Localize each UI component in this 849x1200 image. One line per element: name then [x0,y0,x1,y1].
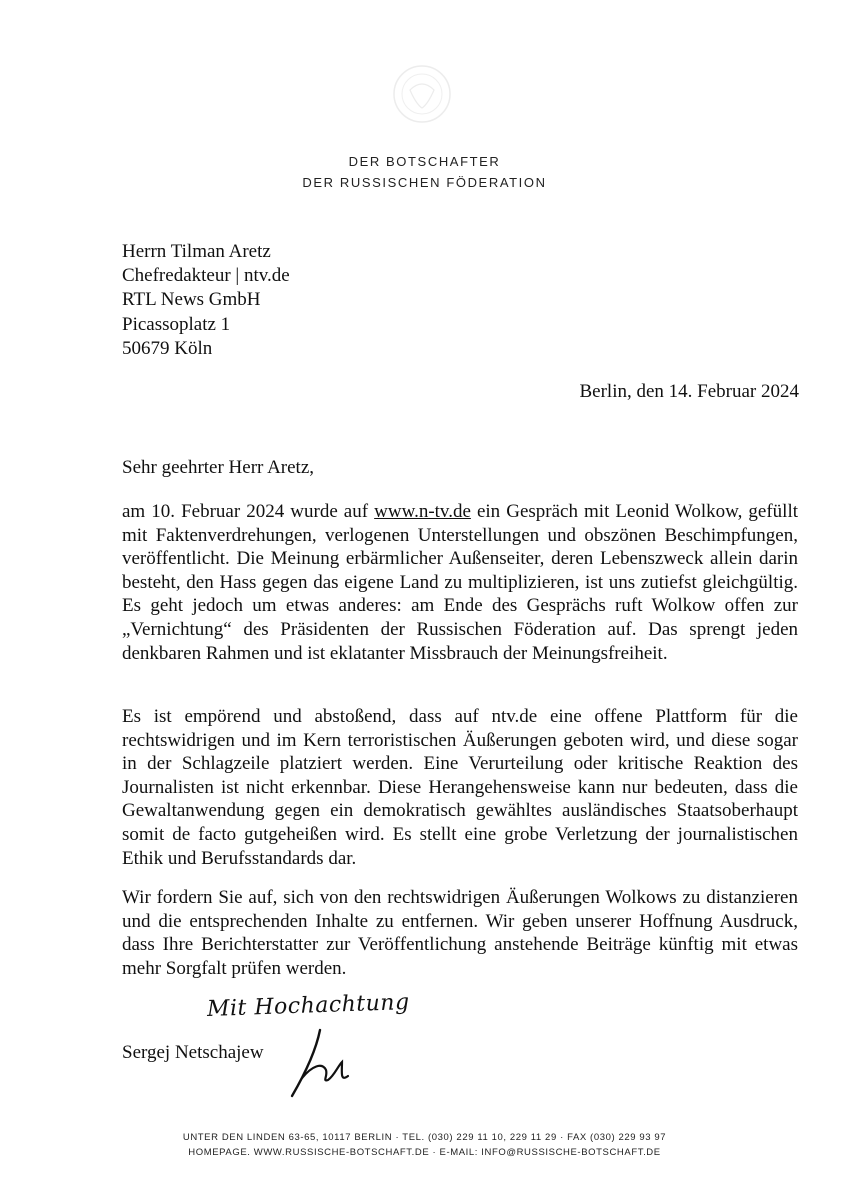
footer-contact: HOMEPAGE. WWW.RUSSISCHE-BOTSCHAFT.DE · E-MAIL: INFO@RUSSISCHE-BOTSCHAFT.DE [188,1147,661,1158]
letterhead-subtitle: DER RUSSISCHEN FÖDERATION [302,175,547,190]
recipient-name: Herrn Tilman Aretz [122,241,271,262]
signer-name: Sergej Netschajew [122,1042,264,1063]
closing-handwritten: Mit Hochachtung [206,989,411,1022]
p1-intro: am 10. Februar 2024 wurde auf [122,501,369,522]
recipient-company: RTL News GmbH [122,289,261,311]
recipient-street: Picassoplatz 1 [122,313,231,335]
website-link[interactable]: www.n-tv.de [374,501,471,522]
recipient-city: 50679 Köln [122,337,213,359]
body-paragraph-2: Es ist empörend und abstoßend, dass auf ntv.de eine offene Plattform für die rechtswidrigen und im Kern terroristischen Äußerungen geboten wird, und diese sogar in der Schlagzeile platziert werden. Eine Verurteilung oder kritische Reaktion des Journalisten ist nicht erkennbar. Diese Herangehensweise kann nur bedeuten, dass die Gewaltanwendung gegen ein demokratisch gewähltes ausländisches Staatsoberhaupt somit de facto gutgeheißen wird. Es stellt eine grobe Verletzung der journalistischen Ethik und Berufsstandards dar. [122,706,798,869]
recipient-address [122,240,290,361]
salutation: Sehr geehrter Herr Aretz, [122,457,315,478]
body-paragraph-1 [122,500,798,665]
embossed-seal-icon [388,60,456,128]
p1-text: ein Gespräch mit Leonid Wolkow, gefüllt mit Faktenverdrehungen, verlogenen Unterstellungen und obszönen Beschimpfungen, veröffentlicht. Die Meinung erbärmlicher Außenseiter, deren Lebenszweck allein darin besteht, den Hass gegen das eigene Land zu multiplizieren, ist uns zutiefst gleichgültig. Es geht jedoch um etwas anderes: am Ende des Gesprächs ruft Wolkow offen zur „Vernichtung“ des Präsidenten der Russischen Föderation auf. Das sprengt jeden denkbaren Rahmen und ist eklatanter Missbrauch der Meinungsfreiheit. [122,501,799,664]
letter-date: Berlin, den 14. Februar 2024 [579,381,799,402]
footer-address: UNTER DEN LINDEN 63-65, 10117 BERLIN · TEL. (030) 229 11 10, 229 11 29 · FAX (030) 229 93 97 [182,1132,667,1143]
body-paragraph-3: Wir fordern Sie auf, sich von den rechtswidrigen Äußerungen Wolkows zu distanzieren und die entsprechenden Inhalte zu entfernen. Wir geben unserer Hoffnung Ausdruck, dass Ihre Berichterstatter zur Veröffentlichung anstehende Beiträge künftig mit etwas mehr Sorgfalt prüfen werden. [122,887,798,979]
signature-icon [282,1022,362,1102]
recipient-role: Chefredakteur | ntv.de [122,265,290,287]
letterhead-title: DER BOTSCHAFTER [348,154,501,169]
